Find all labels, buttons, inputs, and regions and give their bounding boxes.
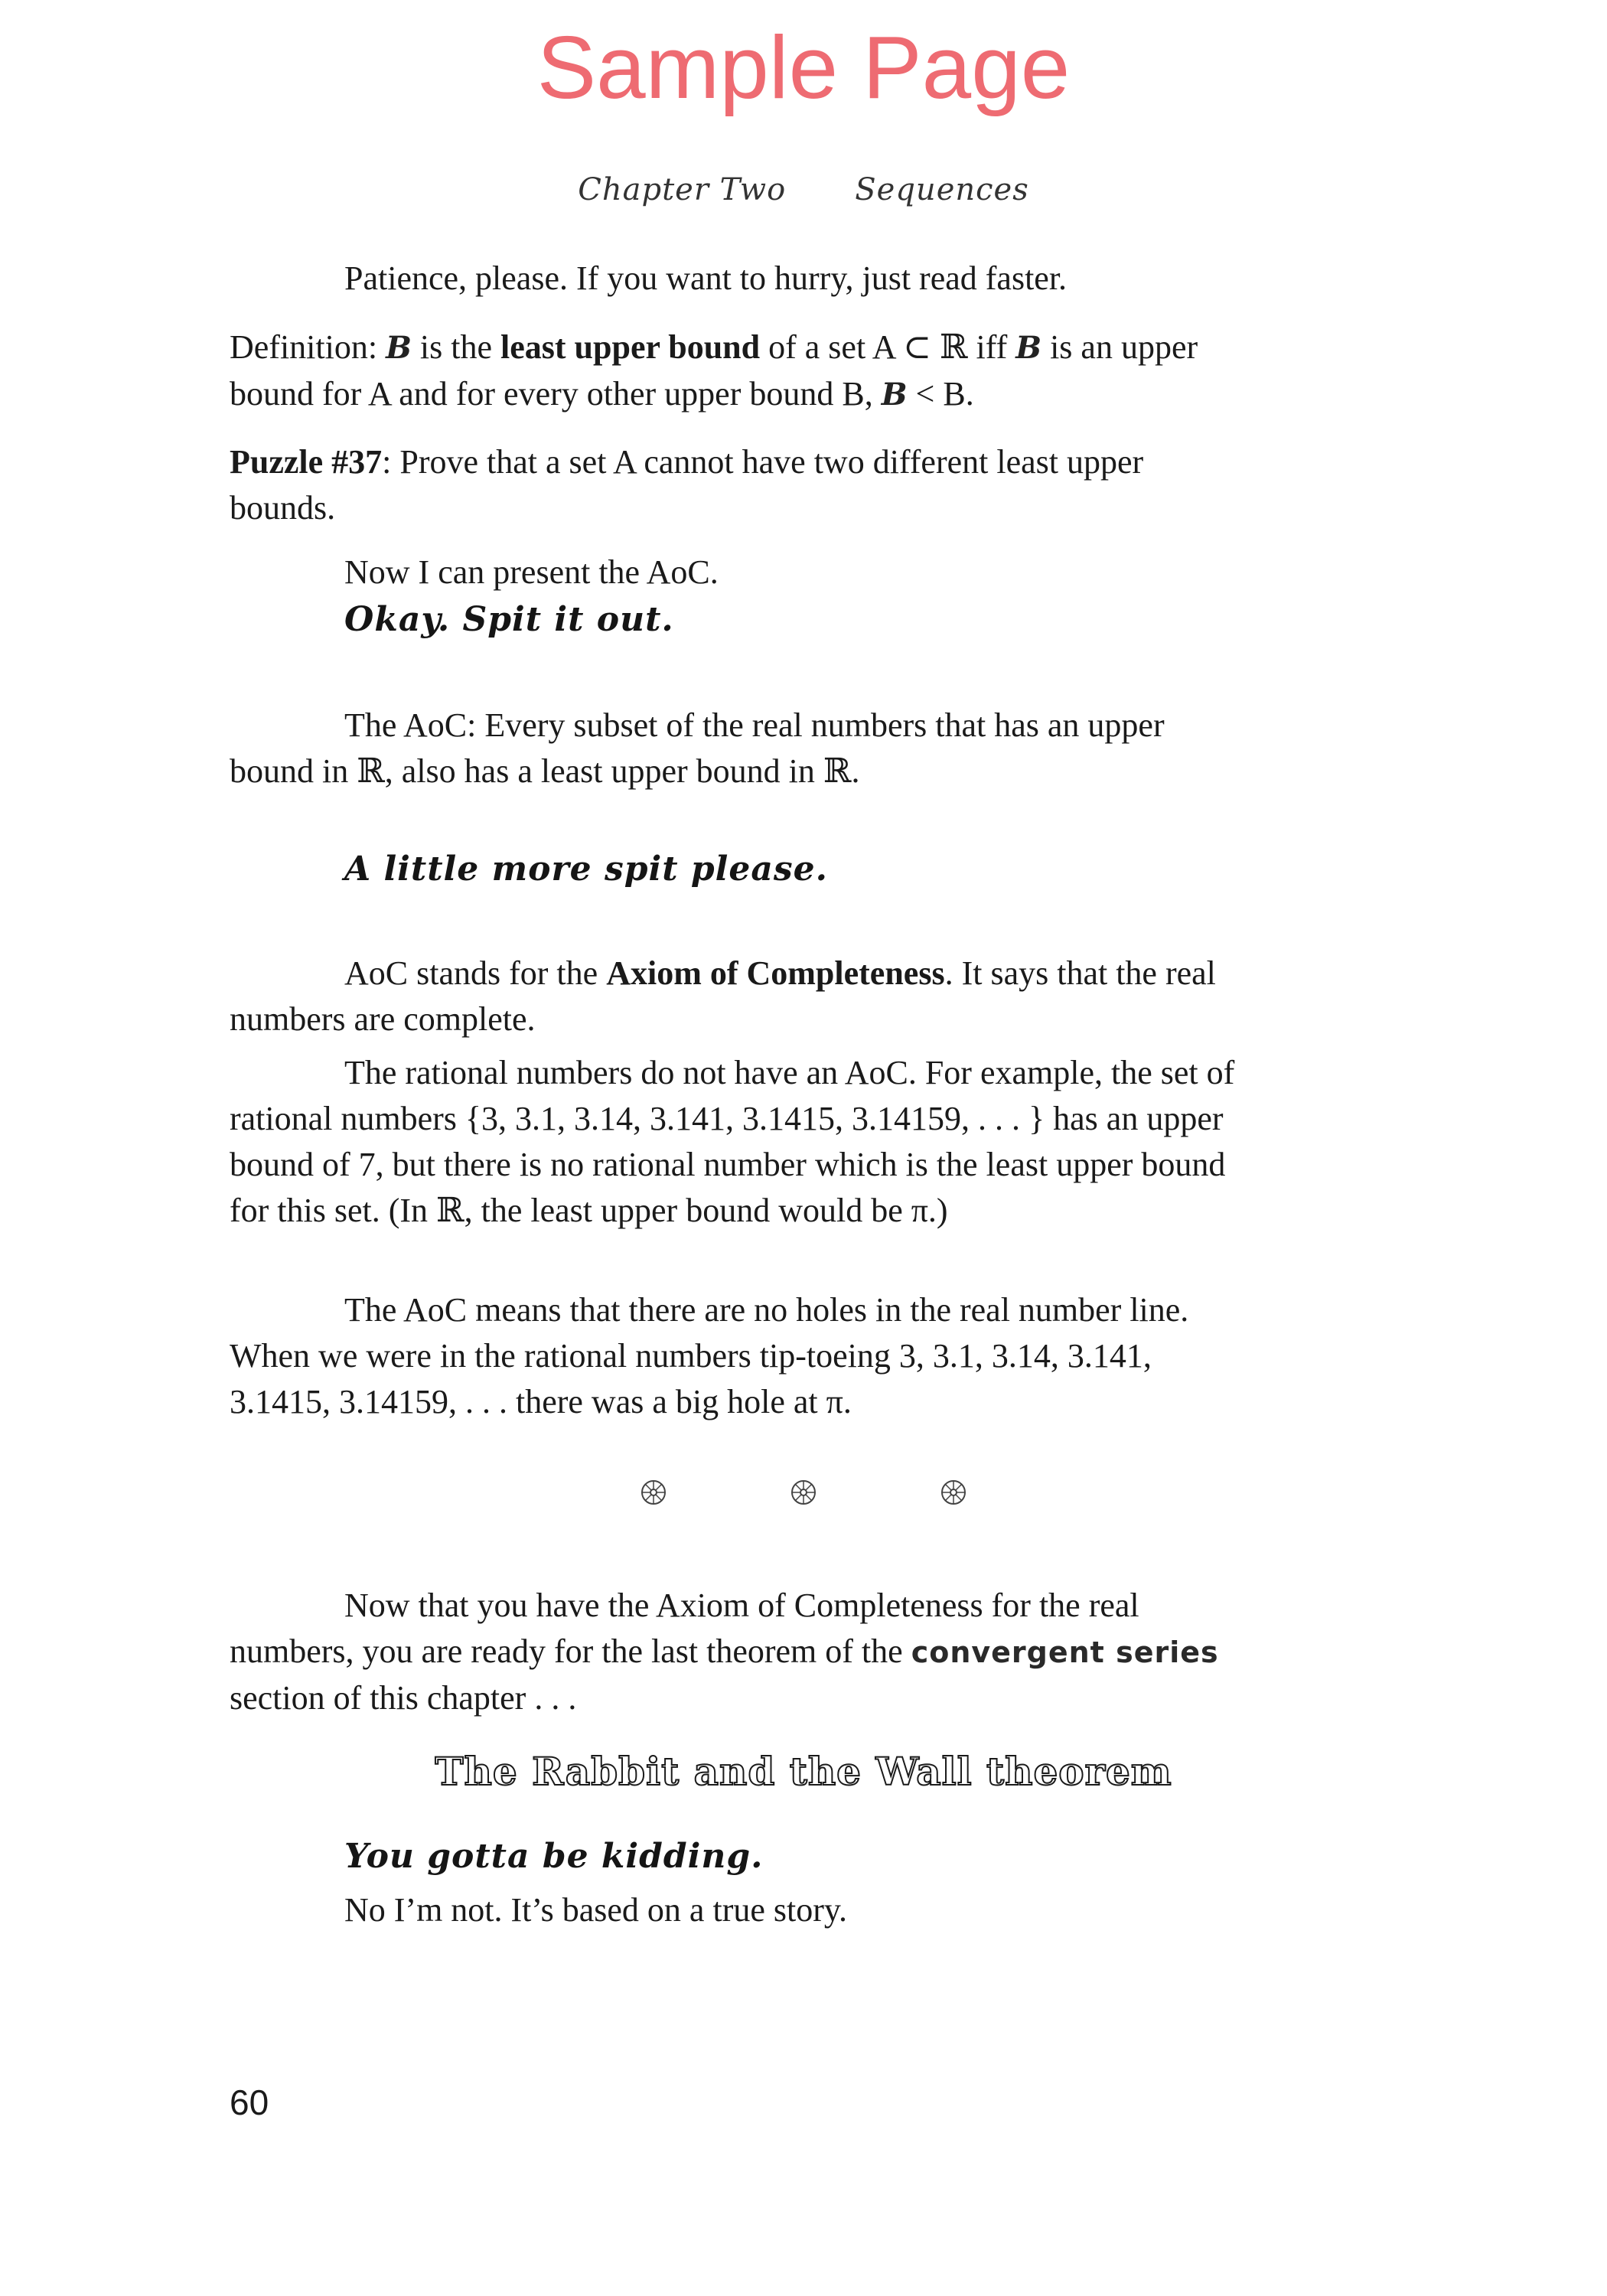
definition-block	[230, 325, 1377, 418]
definition-text: is the	[411, 328, 501, 366]
aoc-line-1: The AoC: Every subset of the real numbers that has an upper	[344, 706, 1165, 744]
definition-term: least upper bound	[500, 328, 761, 366]
flower-dingbat-icon	[638, 1477, 669, 1508]
now-that-text: numbers, you are ready for the last theorem of the	[230, 1632, 911, 1670]
puzzle-line-1	[230, 439, 1377, 485]
definition-text: is an upper	[1041, 328, 1198, 366]
rational-line-4: for this set. (In ℝ, the least upper bound would be π.)	[230, 1192, 948, 1229]
definition-text: < B.	[907, 375, 974, 413]
sample-page-watermark: Sample Page	[536, 18, 1071, 117]
page-number: 60	[230, 2082, 269, 2122]
rational-line-1: The rational numbers do not have an AoC. For example, the set of	[344, 1054, 1235, 1091]
rational-paragraph	[230, 1050, 1377, 1234]
axiom-of-completeness-term: Axiom of Completeness	[606, 954, 945, 992]
aoc-stands-line-2: numbers are complete.	[230, 1000, 536, 1038]
paragraph-true-story: No I’m not. It’s based on a true story.	[344, 1891, 848, 1929]
section-divider	[0, 1477, 1607, 1515]
puzzle-block	[230, 439, 1377, 531]
aoc-stands-text: AoC stands for the	[344, 954, 607, 992]
puzzle-label: Puzzle #37	[230, 443, 383, 481]
paragraph-present-aoc: Now I can present the AoC.	[344, 553, 719, 591]
reply-kidding: You gotta be kidding.	[344, 1837, 764, 1876]
now-that-line-2	[230, 1629, 1377, 1675]
aoc-line-2: bound in ℝ, also has a least upper bound in ℝ.	[230, 752, 860, 790]
reply-more-spit: A little more spit please.	[344, 850, 828, 889]
running-head	[0, 172, 1607, 207]
theorem-title: The Rabbit and the Wall theorem	[435, 1749, 1172, 1794]
definition-line-1	[230, 325, 1377, 371]
aoc-stands-block	[230, 951, 1377, 1042]
holes-line-2: When we were in the rational numbers tip-toeing 3, 3.1, 3.14, 3.141,	[230, 1337, 1152, 1375]
definition-label: Definition:	[230, 328, 386, 366]
holes-line-1: The AoC means that there are no holes in the real number line.	[344, 1291, 1189, 1329]
aoc-stands-line-1	[230, 951, 1377, 996]
aoc-stands-text: . It says that the real	[944, 954, 1216, 992]
now-that-paragraph	[230, 1583, 1377, 1721]
definition-text: of a set A ⊂ ℝ iff	[760, 328, 1016, 366]
reply-okay: Okay. Spit it out.	[344, 600, 674, 639]
running-head-chapter: Chapter Two	[578, 172, 787, 207]
bold-b-symbol: B	[1015, 330, 1042, 366]
definition-text: bound for A and for every other upper bound B,	[230, 375, 882, 413]
rational-line-2: rational numbers {3, 3.1, 3.14, 3.141, 3.1415, 3.14159, . . . } has an upper	[230, 1100, 1224, 1137]
flower-dingbat-icon	[788, 1477, 819, 1508]
rational-line-3: bound of 7, but there is no rational number which is the least upper bound	[230, 1146, 1226, 1183]
puzzle-text: : Prove that a set A cannot have two different least upper	[382, 443, 1144, 481]
now-that-line-3: section of this chapter . . .	[230, 1679, 577, 1717]
convergent-series-term: convergent series	[911, 1636, 1219, 1669]
definition-line-2	[230, 371, 1377, 418]
paragraph-patience: Patience, please. If you want to hurry, just read faster.	[344, 259, 1068, 297]
aoc-statement	[230, 703, 1377, 794]
holes-line-3: 3.1415, 3.14159, . . . there was a big hole at π.	[230, 1383, 852, 1420]
now-that-line-1: Now that you have the Axiom of Completeness for the real	[344, 1587, 1139, 1624]
puzzle-line-2: bounds.	[230, 489, 336, 527]
bold-b-symbol: B	[386, 330, 412, 366]
holes-paragraph	[230, 1287, 1377, 1425]
flower-dingbat-icon	[938, 1477, 969, 1508]
bold-b-symbol: B	[881, 377, 908, 413]
running-head-section: Sequences	[855, 172, 1029, 207]
